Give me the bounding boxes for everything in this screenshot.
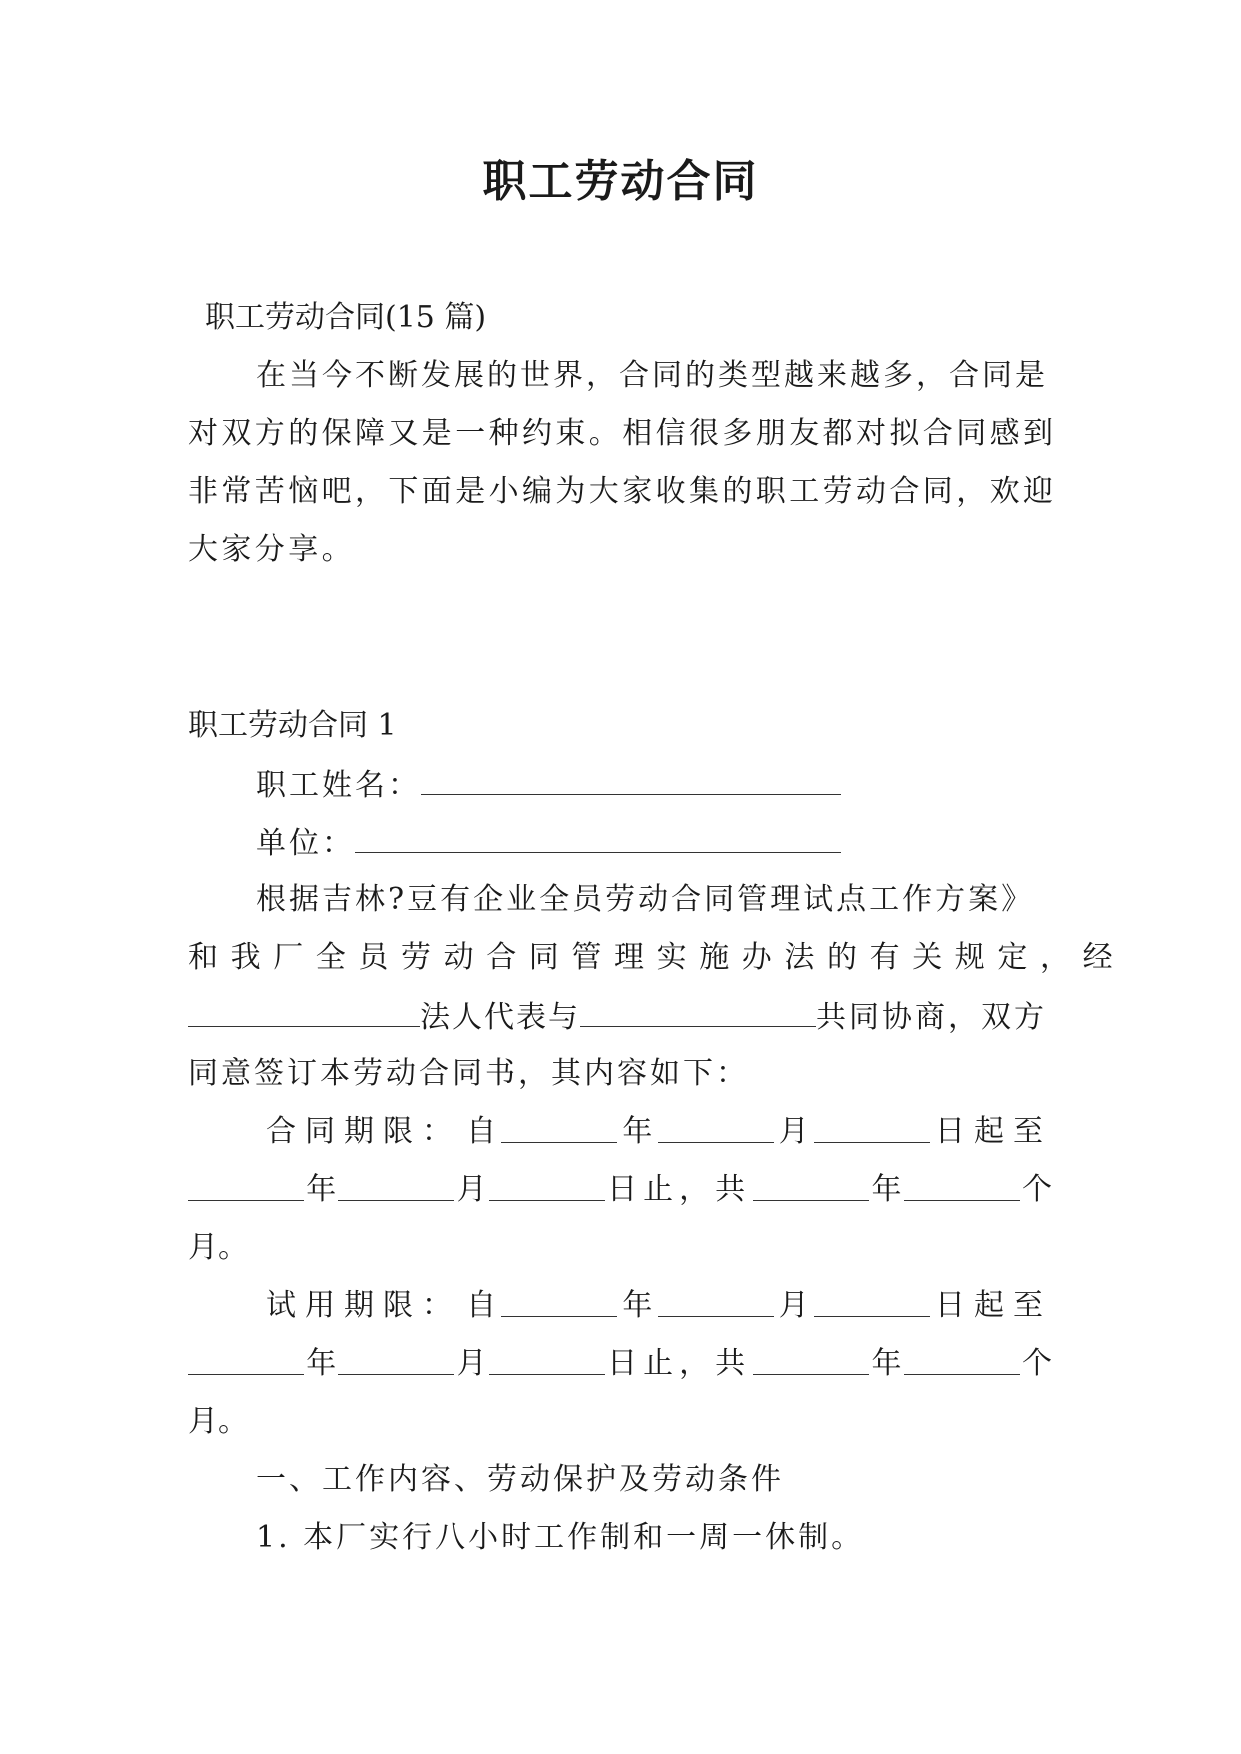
contract-term-line-2 bbox=[188, 1170, 1052, 1210]
contract-total-year: 年 bbox=[871, 1172, 902, 1207]
probation-total-years-blank[interactable] bbox=[753, 1344, 869, 1375]
probation-start-day-blank[interactable] bbox=[814, 1286, 930, 1317]
document-subtitle: 职工劳动合同(15 篇) bbox=[205, 300, 487, 335]
probation-term-line-2 bbox=[188, 1344, 1052, 1384]
basis-line-4: 同意签订本劳动合同书，其内容如下： bbox=[188, 1056, 749, 1091]
intro-text-1: 在当今不断发展的世界，合同的类型越来越多，合同是 bbox=[256, 358, 1048, 393]
unit-label: 单位： bbox=[256, 826, 355, 861]
probation-term-day-end: 日止，共 bbox=[607, 1346, 752, 1381]
contract-end-day-blank[interactable] bbox=[489, 1170, 605, 1201]
basis-line-3-mid: 法人代表与 bbox=[420, 1000, 580, 1035]
employee-name-blank[interactable] bbox=[421, 764, 841, 795]
basis-line-3-end: 共同协商，双方 bbox=[816, 1000, 1047, 1035]
probation-term-day-start: 日起至 bbox=[934, 1288, 1052, 1323]
contract-term-line-1 bbox=[266, 1112, 1052, 1152]
contract-end-year-blank[interactable] bbox=[188, 1170, 304, 1201]
basis-line-1: 根据吉林?豆有企业全员劳动合同管理试点工作方案》 bbox=[256, 882, 1035, 917]
probation-end-year-blank[interactable] bbox=[188, 1344, 304, 1375]
unit-row bbox=[256, 822, 841, 864]
probation-term-from: 自 bbox=[466, 1288, 497, 1323]
contract-term-day-end: 日止，共 bbox=[607, 1172, 752, 1207]
legal-rep-blank[interactable] bbox=[188, 996, 420, 1027]
probation-term-line-1 bbox=[266, 1286, 1052, 1326]
contract-term-year: 年 bbox=[622, 1114, 653, 1149]
probation-end-month-blank[interactable] bbox=[338, 1344, 454, 1375]
contract-total-months-blank[interactable] bbox=[904, 1170, 1020, 1201]
intro-line-1 bbox=[256, 356, 1052, 396]
document-title: 职工劳动合同 bbox=[482, 156, 759, 207]
contract-term-day-start: 日起至 bbox=[934, 1114, 1052, 1149]
contract-term-month: 月 bbox=[778, 1114, 809, 1149]
contract-term-unit: 个 bbox=[1021, 1172, 1052, 1207]
contract-term-label: 合同期限： bbox=[266, 1114, 461, 1149]
probation-end-year: 年 bbox=[306, 1346, 337, 1381]
employee-name-label: 职工姓名： bbox=[256, 768, 421, 803]
probation-start-month-blank[interactable] bbox=[658, 1286, 774, 1317]
probation-term-unit: 个 bbox=[1021, 1346, 1052, 1381]
probation-end-month: 月 bbox=[456, 1346, 487, 1381]
probation-end-day-blank[interactable] bbox=[489, 1344, 605, 1375]
unit-blank[interactable] bbox=[355, 822, 841, 853]
contract-start-month-blank[interactable] bbox=[658, 1112, 774, 1143]
section-one-heading: 一、工作内容、劳动保护及劳动条件 bbox=[256, 1462, 784, 1497]
contract-term-from: 自 bbox=[466, 1114, 497, 1149]
contract-end-month-blank[interactable] bbox=[338, 1170, 454, 1201]
contract-end-month: 月 bbox=[456, 1172, 487, 1207]
item-1: 1. 本厂实行八小时工作制和一周一休制。 bbox=[256, 1520, 865, 1555]
probation-term-month: 月 bbox=[778, 1288, 809, 1323]
probation-start-year-blank[interactable] bbox=[501, 1286, 617, 1317]
intro-line-3: 非常苦恼吧，下面是小编为大家收集的职工劳动合同，欢迎 bbox=[188, 474, 1057, 509]
basis-line-3 bbox=[188, 996, 1047, 1038]
probation-total-year: 年 bbox=[871, 1346, 902, 1381]
contract-end-year: 年 bbox=[306, 1172, 337, 1207]
contract-total-years-blank[interactable] bbox=[753, 1170, 869, 1201]
employee-name-row bbox=[256, 764, 841, 806]
section1-heading: 职工劳动合同 1 bbox=[188, 708, 397, 743]
intro-line-2: 对双方的保障又是一种约束。相信很多朋友都对拟合同感到 bbox=[188, 416, 1057, 451]
basis-line-2: 和我厂全员劳动合同管理实施办法的有关规定，经 bbox=[188, 940, 1126, 975]
intro-line-4: 大家分享。 bbox=[188, 532, 355, 567]
probation-total-months-blank[interactable] bbox=[904, 1344, 1020, 1375]
probation-term-year: 年 bbox=[622, 1288, 653, 1323]
counterparty-blank[interactable] bbox=[580, 996, 816, 1027]
contract-start-day-blank[interactable] bbox=[814, 1112, 930, 1143]
contract-term-line-3: 月。 bbox=[188, 1230, 248, 1265]
probation-term-label: 试用期限： bbox=[266, 1288, 461, 1323]
contract-start-year-blank[interactable] bbox=[501, 1112, 617, 1143]
probation-term-line-3: 月。 bbox=[188, 1404, 248, 1439]
